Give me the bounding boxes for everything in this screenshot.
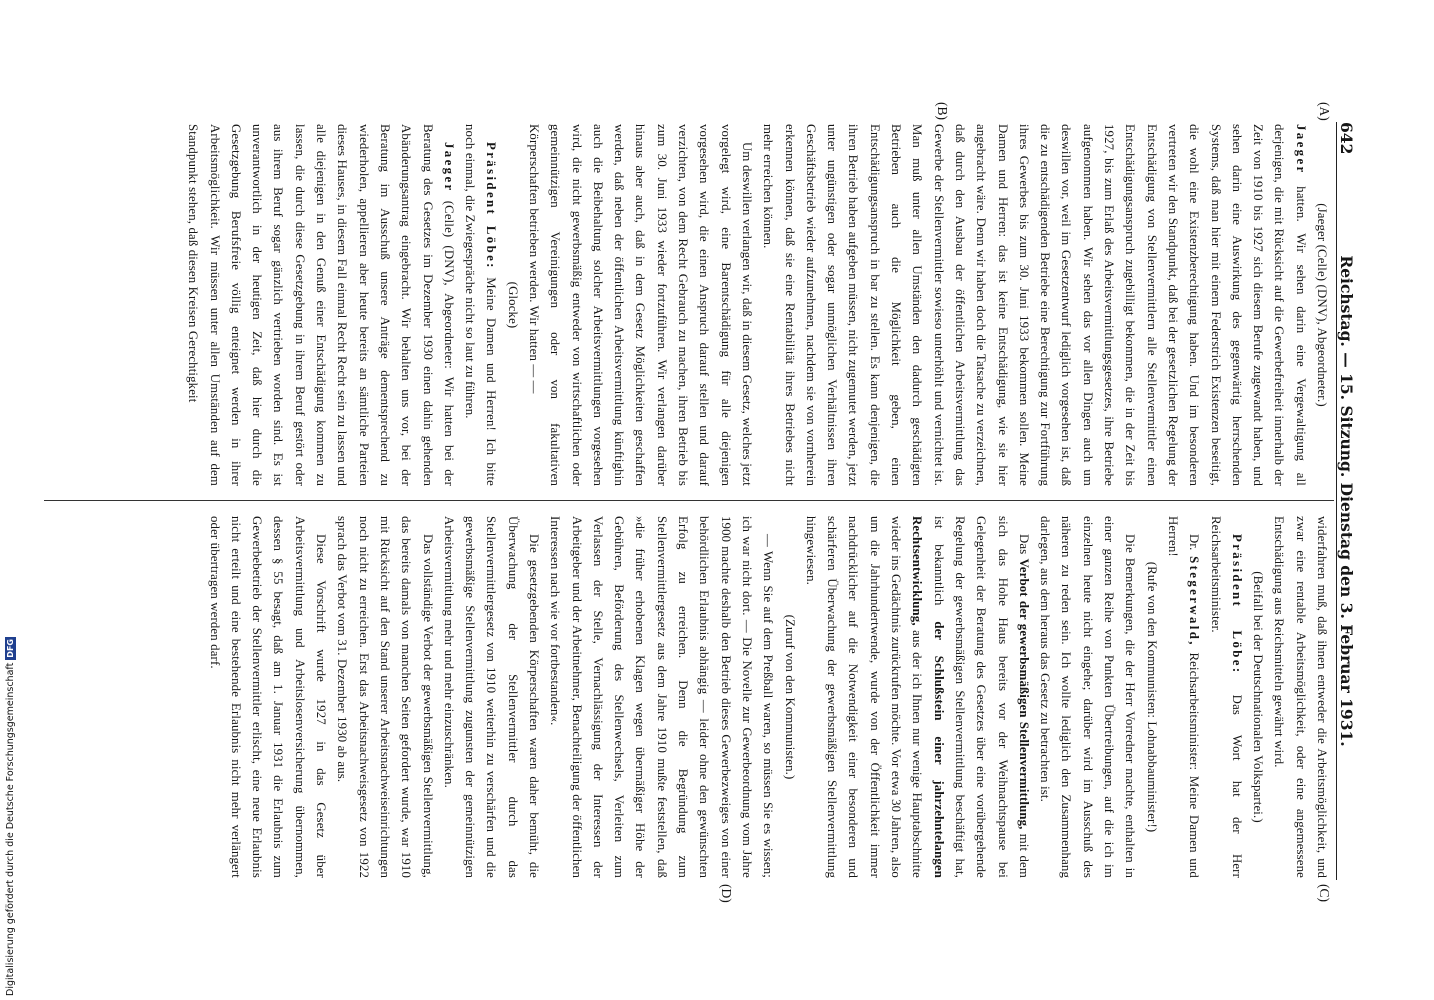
page-number: 642 xyxy=(1337,122,1356,155)
emphasis: Verbot der gewerbsmäßigen Stellenvermittlung, xyxy=(1016,558,1031,830)
paragraph: — Wenn Sie auf dem Preßball waren, so müssen Sie es wissen; ich war nicht dort. — Die Novelle zur Gewerbeordnung vom Jahre 1900 machte deshalb den Betrieb dieses Gewerbezweiges von einer behördlichen Erlaubnis abhängig — leider ohne den gewünschten Erfolg zu erreichen. Denn die Begründung zum Stellenvermittlergesetz aus dem Jahre 1910 mußte feststellen, daß »die früher erhobenen Klagen wegen übermäßiger Höhe der Gebühren, Beförderung des Stellenwechsels, Verleiten zum Verlassen der Stelle, Vernachlässigung der Interessen der Arbeitgeber und der Arbeitnehmer, Benachteiligung der öffentlichen Interessen nach wie vor fortbestanden«. xyxy=(548,516,776,878)
paragraph: Die Bemerkungen, die der Herr Vorredner machte, enthalten in einer ganzen Reihe von Punkten Übertreibungen, auf die ich im einzelnen heute nicht eingehe; darüber wird im Ausschuß des näheren zu reden sein. Ich wollte lediglich den Zusammenhang darlegen, aus dem heraus das Gesetz zu betrachten ist. xyxy=(1038,516,1138,878)
speaker-line: (Jaeger (Celle) (DNV), Abgeordneter.) xyxy=(1315,203,1329,407)
paragraph: Um deswillen verlangen wir, daß in diesem Gesetz, welches jetzt vorgelegt wird, eine Barentschädigung für alle diejenigen vorgesehen wird, die einen Anspruch darauf stellen und darauf verzichten, von dem Recht Gebrauch zu machen, ihren Betrieb bis zum 30. Juni 1933 wieder fortzuführen. Wir verlangen darüber hinaus aber auch, daß in dem Gesetz Möglichkeiten geschaffen werden, daß neben der öffentlichen Arbeitsvermittlung künftighin auch die Beibehaltung solcher Arbeitsvermittlungen vorgesehen wird, die nicht gewerbsmäßig entweder von wirtschaftlichen oder gemeinnützigen Vereinigungen oder von fakultativen Körperschaften betrieben werden. Wir hatten — — xyxy=(527,124,754,486)
credit-text: Digitalisierung gefördert durch die Deutsche Forschungsgemeinschaft xyxy=(5,662,16,996)
paragraph-text: aus der ich Ihnen nur wenige Hauptabschnitte wieder ins Gedächtnis zurückrufen möchte. Vor etwa 30 Jahren, also um die Jahrhundertwende, wurde von der Öffentlichkeit immer nachdrücklicher auf die Notwendigkeit einer besonderen und schärferen Überwachung der gewerbsmäßigen Stellenvermittlung hingewiesen. xyxy=(803,516,925,878)
margin-marker-d: (D) xyxy=(719,884,734,903)
margin-marker-c: (C) xyxy=(1317,884,1332,902)
margin-marker-b: (B) xyxy=(935,102,950,120)
paragraph: Diese Vorschrift wurde 1927 in das Gesetz über Arbeitsvermittlung und Arbeitslosenversicherung übernommen, dessen § 55 besagt, daß am 1. Januar 1931 die Erlaubnis zum Gewerbebetrieb der Stellenvermittler erlischt, eine neue Erlaubnis nicht erteilt und eine bestehende Erlaubnis nicht mehr verlängert oder übertragen werden darf. xyxy=(207,516,329,878)
speaker-name: Präsident Löbe: xyxy=(484,142,499,270)
speaker-title: Dr. xyxy=(1187,534,1202,551)
credit-line xyxy=(5,576,17,996)
right-column xyxy=(203,516,1332,878)
paragraph xyxy=(182,124,459,486)
paragraph-text: Das Wort hat der Herr Reichsarbeitsminister. xyxy=(1208,516,1244,878)
page-title: Reichstag. — 15. Sitzung. Dienstag den 3. Februar 1931. xyxy=(1337,255,1356,747)
header-rule xyxy=(1336,122,1337,880)
interjection: (Zuruf von den Kommunisten.) xyxy=(782,614,797,780)
paragraph xyxy=(1162,516,1205,878)
dfg-logo: DFG xyxy=(6,639,15,658)
paragraph: widerfahren muß, daß ihnen entweder die Arbeitsmöglichkeit, und zwar eine rentable Arbeitsmöglichkeit, oder eine angemessene Entschädigung aus Reichsmitteln gewährt wird. xyxy=(1272,516,1329,878)
emphasis: der Schlußstein einer jahrzehntelangen Rechtsentwicklung, xyxy=(910,516,946,878)
speaker-name: Präsident Löbe: xyxy=(1229,534,1244,675)
paragraph-text: hatten. Wir sehen darin eine Vergewaltigung all derjenigen, die mit Rücksicht auf die Gewerbefreiheit innerhalb der Zeit von 1910 bis 1927 sich diesem Berufe zugewandt haben, und sehen darin eine Auswirkung des gegenwärtig herrschenden Systems, daß man hier mit einem Federstrich Existenzen beseitigt, die wohl eine Existenzberechtigung haben. Und im besonderen vertreten wir den Standpunkt, daß bei der gesetzlichen Regelung der Entschädigung von Stellenvermittlern alle Stellenvermittler einen Entschädigungsanspruch zugebilligt bekommen, die in der Zeit bis 1927, bis zum Erlaß des Arbeitsvermittlungsgesetzes, ihre Betriebe aufgenommen haben. Wir sehen das vor allen Dingen auch um deswillen vor, weil im Gesetzentwurf lediglich vorgesehen ist, daß die zu entschädigenden Betriebe eine Berechtigung zur Fortführung ihres Gewerbes bis zum 30. Juni 1933 bekommen sollen. Meine Damen und Herren: das ist keine Entschädigung, wie sie hier angebracht wäre. Denn wir haben doch die Tatsache zu verzeichnen, daß durch den Ausbau der öffentlichen Arbeitsvermittlung das Gewerbe der Stellenvermittler sowieso unterhöhlt und vernichtet ist. Man muß unter allen Umständen den dadurch geschädigten Betrieben auch die Möglichkeit geben, einen Entschädigungsanspruch in bar zu stellen. Es kann denjenigen, die ihren Betrieb haben aufgeben müssen, nicht zugemutet werden, jetzt unter ungünstigen oder sogar unmöglichen Verhältnissen ihren Geschäftsbetrieb wieder aufzunehmen, nachdem sie von vornherein erkennen können, daß sie eine Rentabilität ihres Betriebes nicht mehr erreichen können. xyxy=(761,124,1308,486)
speaker-affiliation: (Celle) (DNV), Abgeordneter: xyxy=(441,200,456,369)
speaker-name: Jaeger xyxy=(441,142,456,193)
interjection: (Rufe von den Kommunisten: Lohnabbauminister!) xyxy=(1144,561,1159,833)
margin-marker-a: (A) xyxy=(1317,102,1332,121)
speaker-name: Jaeger xyxy=(1293,124,1308,175)
digitization-credit xyxy=(5,0,17,1000)
page-header xyxy=(1334,122,1356,880)
paragraph xyxy=(800,516,1034,878)
paragraph-text: Wir hatten bei der Beratung des Gesetzes im Dezember 1930 einen dahin gehenden Abänderungsantrag eingebracht. Wir behalten uns vor, bei der Beratung im Ausschuß unsere Anträge dementsprechend zu wiederholen, appellieren aber heute bereits an sämtliche Parteien dieses Hauses, in diesem Fall einmal Recht Recht sein zu lassen und alle diejenigen in den Genuß einer Entschädigung kommen zu lassen, die durch diese Gesetzgebung in ihrem Beruf gestört oder aus ihrem Beruf sogar gänzlich vertrieben worden sind. Es ist unverantwortlich in der heutigen Zeit, daß hier durch die Gesetzgebung Berufsfreie völlig enteignet werden in ihrer Arbeitsmöglichkeit. Wir müssen unter allen Umständen auf dem Standpunkt stehen, daß diesen Kreisen Gerechtigkeit xyxy=(186,124,456,486)
paragraph xyxy=(1204,516,1247,878)
paragraph-text: mit dem sich das Hohe Haus bereits vor der Weihnachtspause bei Gelegenheit der Beratung des Gesetzes über eine vorübergehende Regelung der gewerbsmäßigen Stellenvermittlung beschäftigt hat, ist bekanntlich xyxy=(931,516,1031,878)
left-column xyxy=(182,124,1332,486)
speaker-name: Stegerwald, xyxy=(1187,556,1202,647)
column-divider xyxy=(44,500,1334,501)
paragraph-text: Das xyxy=(1016,534,1031,555)
paragraph: Das vollständige Verbot der gewerbsmäßigen Stellenvermittlung, das bereits damals von manchen Seiten gefordert wurde, war 1910 mit Rücksicht auf den Stand unserer Arbeitsnachweiseinrichtungen noch nicht zu erreichen. Erst das Arbeitsnachweisgesetz von 1922 sprach das Verbot vom 31. Dezember 1930 ab aus. xyxy=(335,516,435,878)
paragraph: Die gesetzgebenden Körperschaften waren daher bemüht, die Überwachung der Stellenvermittler durch das Stellenvermittlergesetz von 1910 weiterhin zu verschärfen und die gewerbsmäßige Stellenvermittlung zugunsten der gemeinnützigen Arbeitsvermittlung mehr und mehr einzuschränken. xyxy=(441,516,542,878)
paragraph-text: Meine Damen und Herren! Ich bitte noch einmal, die Zwiegespräche nicht so laut zu führen. xyxy=(463,124,499,486)
interjection: (Glocke) xyxy=(505,281,520,329)
interjection: (Beifall bei der Deutschnationalen Volkspartei.) xyxy=(1251,571,1266,823)
paragraph-text: Reichsarbeitsminister: Meine Damen und Herren! xyxy=(1165,516,1202,878)
paragraph xyxy=(757,124,1311,486)
paragraph xyxy=(459,124,502,486)
